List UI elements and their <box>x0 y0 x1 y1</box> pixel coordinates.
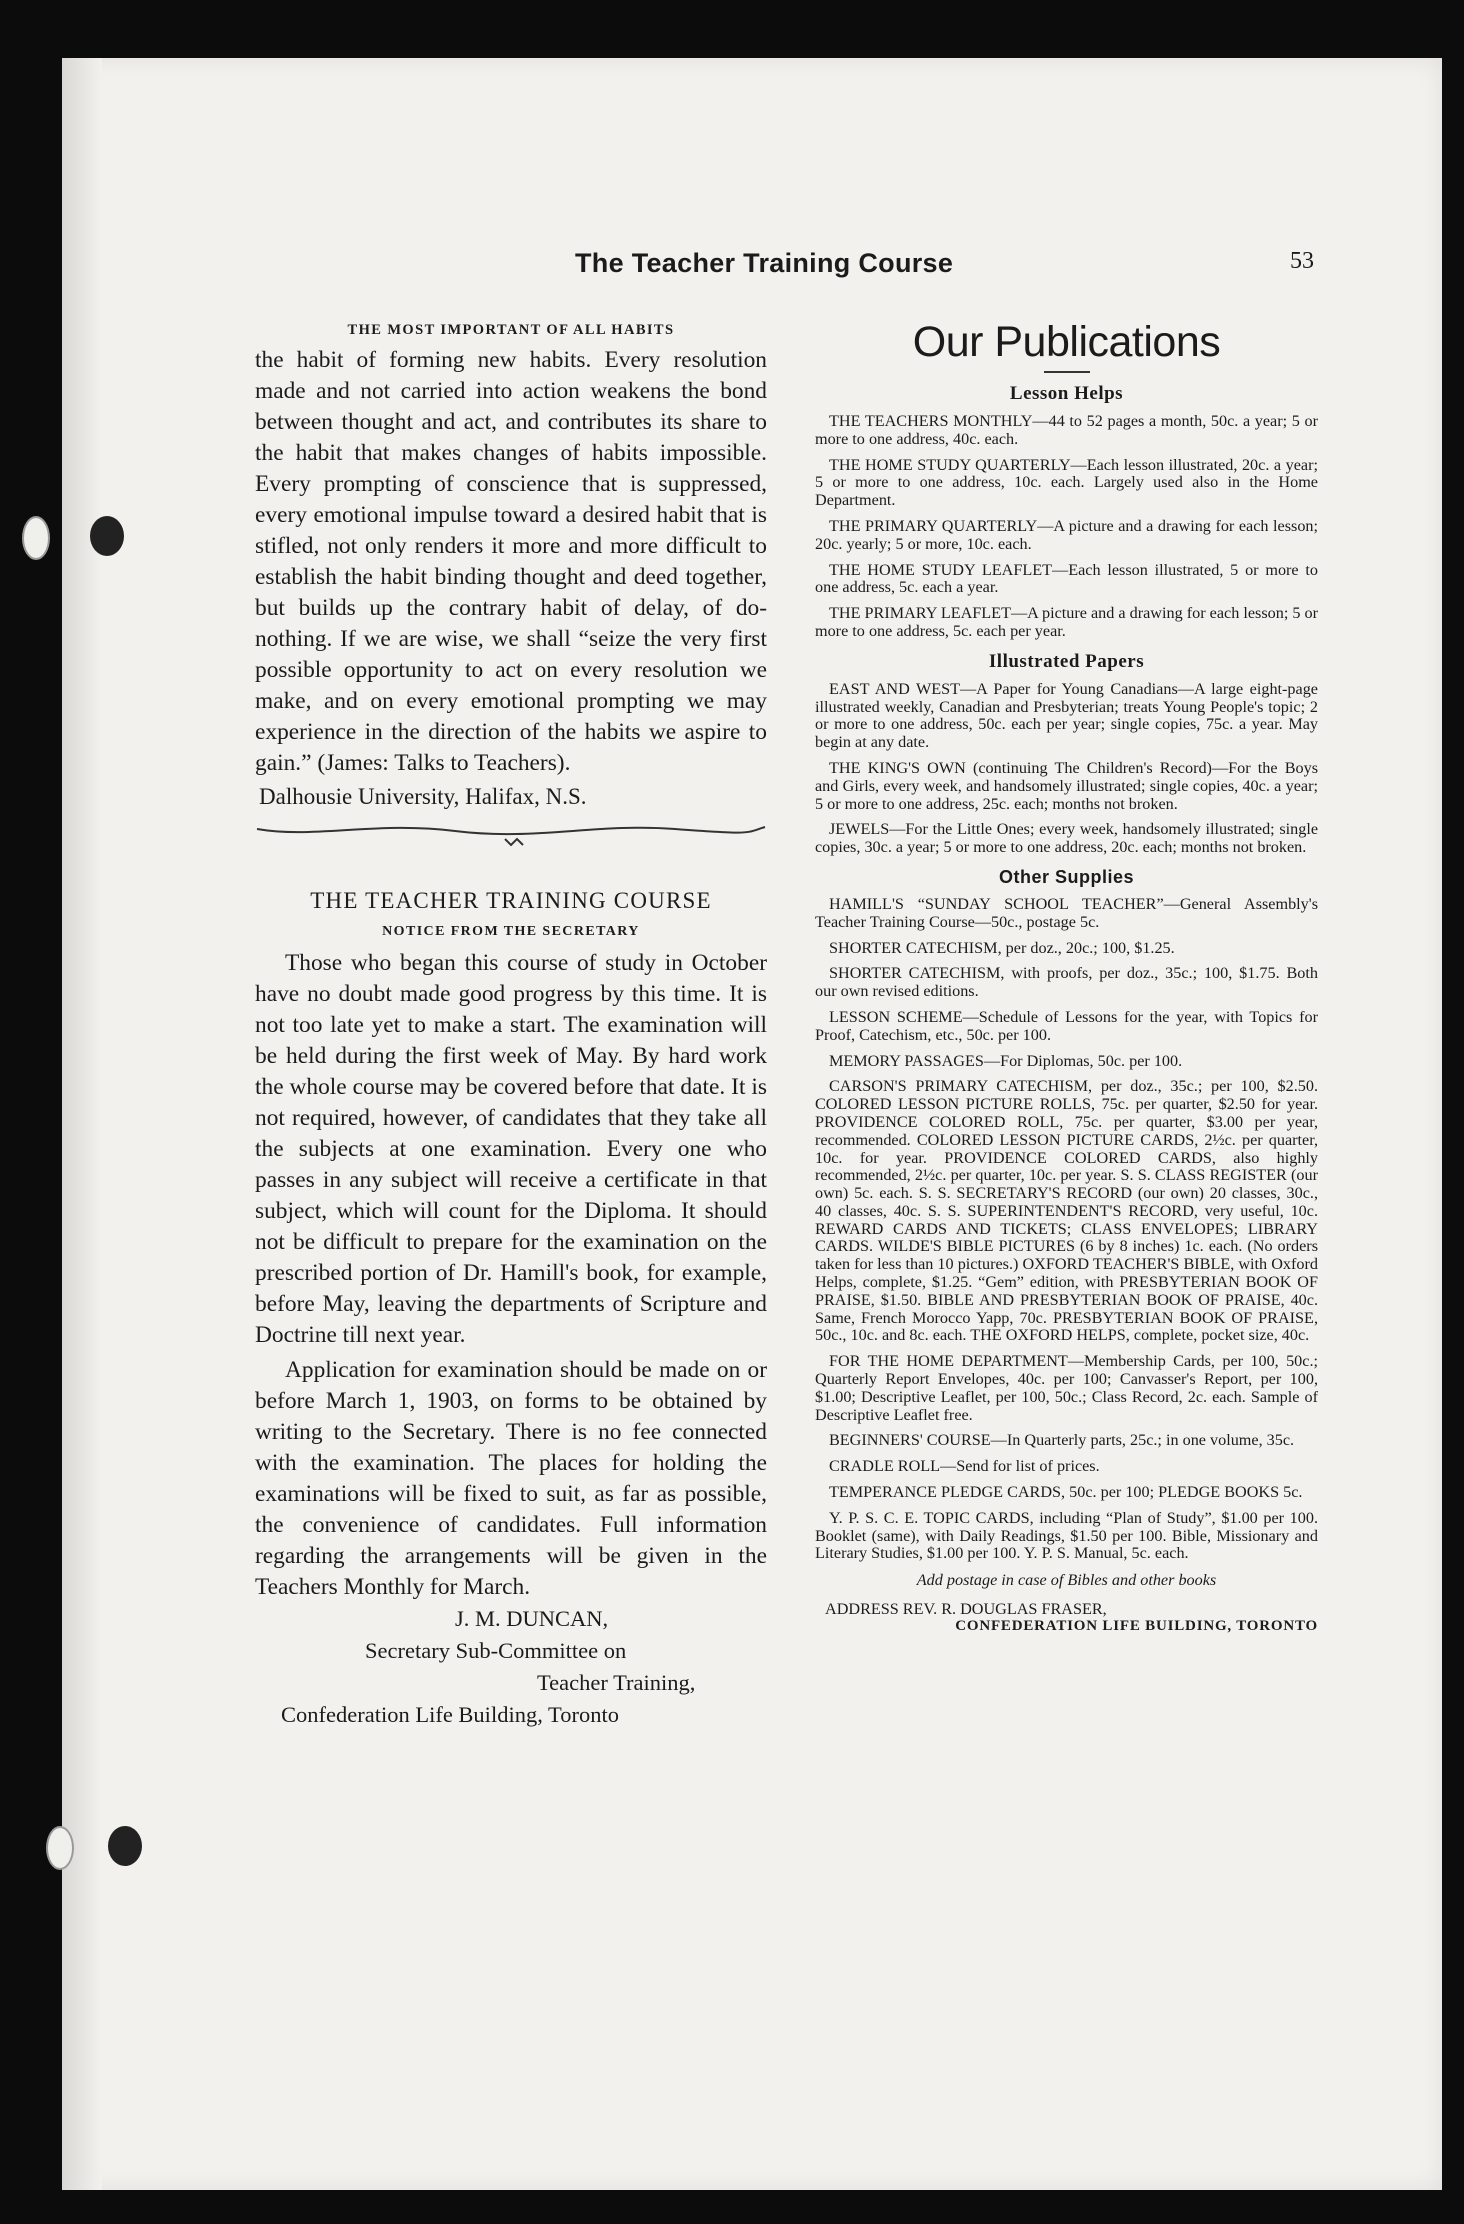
address-line-2: CONFEDERATION LIFE BUILDING, TORONTO <box>955 1618 1318 1635</box>
pub-entry: THE PRIMARY LEAFLET—A picture and a drawing for each lesson; 5 or more to one address, 5c. each per year. <box>815 604 1318 640</box>
article-body: the habit of forming new habits. Every resolution made and not carried into action weakens the bond between thought and act, and contributes its share to the habit that makes changes of habits impossible. Every prompting of conscience that is suppressed, every emotional impulse toward a desired habit that is stifled, not only renders it more and more difficult to establish the habit binding thought and deed together, but builds up the contrary habit of delay, of do-nothing. If we are wise, we shall “seize the very first possible opportunity to act on every resolution we make, and on every emotional prompting we may experience in the direction of the habits we aspire to gain.” (James: Talks to Teachers). <box>255 347 767 776</box>
binding-hole-icon <box>46 1826 74 1870</box>
pub-entry: EAST AND WEST—A Paper for Young Canadians—A large eight-page illustrated weekly, Canadian and Presbyterian; treats Young People's topic; 2 or more to one address, 50c. each per year; single copies, 75c. a year. May begin at any date. <box>815 679 1318 752</box>
pub-entry: SHORTER CATECHISM, per doz., 20c.; 100, $1.25. <box>829 938 1175 957</box>
running-title: The Teacher Training Course <box>575 248 954 278</box>
notice-paragraph-1: Those who began this course of study in October have no doubt made good progress by this time. It is not too late yet to make a start. The examination will be held during the first week of May. By hard work the whole course may be covered before that date. It is not required, however, of candidates that they take all the subjects at one examination. Every one who passes in any subject will receive a certificate in that subject, which will count for the Diploma. It should not be difficult to prepare for the examination on the prescribed portion of Dr. Hamill's book, for example, before May, leaving the departments of Scripture and Doctrine till next year. <box>255 950 767 1348</box>
notice-signature-role-2: Teacher Training, <box>537 1670 696 1695</box>
pub-entry: LESSON SCHEME—Schedule of Lessons for the year, with Topics for Proof, Catechism, etc., 50c. per 100. <box>815 1007 1318 1044</box>
pub-entry: THE PRIMARY QUARTERLY—A picture and a drawing for each lesson; 20c. yearly; 5 or more, 10c. each. <box>815 516 1318 553</box>
notice-paragraph-2: Application for examination should be made on or before March 1, 1903, on forms to be obtained by writing to the Secretary. There is no fee connected with the examination. The places for holding the examinations will be fixed to suit, as far as possible, the convenience of candidates. Full information regarding the arrangements will be given in the Teachers Monthly for March. <box>255 1357 767 1600</box>
pub-entry: JEWELS—For the Little Ones; every week, handsomely illustrated; single copies, 30c. a year; 5 or more to one address, 20c. each; months not broken. <box>815 820 1318 857</box>
publications-title: Our Publications <box>912 318 1221 366</box>
pub-entry: BEGINNERS' COURSE—In Quarterly parts, 25c.; in one volume, 35c. <box>829 1431 1295 1450</box>
pub-entry: FOR THE HOME DEPARTMENT—Membership Cards, per 100, 50c.; Quarterly Report Envelopes, 40c. per 100; Canvasser's Report, per 100, $1.00; Descriptive Leaflet, per 100, 50c.; Class Record, 2c. each. Sample of Descriptive Leaflet free. <box>815 1352 1318 1424</box>
notice-signature-name: J. M. DUNCAN, <box>455 1606 609 1631</box>
punch-hole-icon <box>108 1826 142 1866</box>
pub-entry: CRADLE ROLL—Send for list of prices. <box>829 1457 1100 1476</box>
pub-entry: THE HOME STUDY QUARTERLY—Each lesson illustrated, 20c. a year; 5 or more to one address, 10c. each. Largely used also in the Home Department. <box>815 455 1318 510</box>
pub-entry: CARSON'S PRIMARY CATECHISM, per doz., 35c.; per 100, $2.50. COLORED LESSON PICTURE ROLLS, 75c. per quarter, $2.50 for year. PROVIDENCE COLORED ROLL, 75c. per quarter, $3.00 per year, recommended. COLORED LESSON PICTURE CARDS, 2½c. per quarter, 10c. for year. PROVIDENCE COLORED CARDS, also highly recommended, 2½c. per quarter, 10c. per year. S. S. CLASS REGISTER (our own) 5c. each. S. S. SECRETARY'S RECORD (our own) 20 classes, 30c., 40 classes, 40c. S. S. SUPERINTENDENT'S RECORD, very useful, 10c. REWARD CARDS AND TICKETS; CLASS ENVELOPES; LIBRARY CARDS. WILDE'S BIBLE PICTURES (6 by 8 inches) 1c. each. (No orders taken for less than 10 pictures.) OXFORD TEACHER'S BIBLE, with Oxford Helps, complete, $1.25. “Gem” edition, with PRESBYTERIAN BOOK OF PRAISE, $1.50. BIBLE AND PRESBYTERIAN BOOK OF PRAISE, 40c. Same, French Morocco Yapp, 70c. PRESBYTERIAN BOOK OF PRAISE, 50c., 10c. and 8c. each. THE OXFORD HELPS, complete, pocket size, 40c. <box>815 1077 1318 1345</box>
right-column <box>815 318 1318 1635</box>
binding-hole-icon <box>22 516 50 560</box>
postage-note: Add postage in case of Bibles and other books <box>916 1571 1217 1590</box>
pub-entry: TEMPERANCE PLEDGE CARDS, 50c. per 100; PLEDGE BOOKS 5c. <box>829 1483 1303 1502</box>
pub-entry: THE HOME STUDY LEAFLET—Each lesson illustrated, 5 or more to one address, 5c. each a year. <box>815 560 1318 597</box>
page-spine <box>62 58 102 2190</box>
notice-signature-role-1: Secretary Sub-Committee on <box>365 1638 627 1663</box>
pub-entry: THE TEACHERS MONTHLY—44 to 52 pages a month, 50c. a year; 5 or more to one address, 40c. each. <box>815 412 1318 448</box>
address-line-1: ADDRESS REV. R. DOUGLAS FRASER, <box>825 1600 1107 1619</box>
pub-entry: HAMILL'S “SUNDAY SCHOOL TEACHER”—General Assembly's Teacher Training Course—50c., postage 5c. <box>815 894 1318 931</box>
article-heading: THE MOST IMPORTANT OF ALL HABITS <box>347 322 675 338</box>
illustrated-papers-heading: Illustrated Papers <box>988 650 1145 672</box>
pub-entry: SHORTER CATECHISM, with proofs, per doz., 35c.; 100, $1.75. Both our own revised editions. <box>815 964 1318 1001</box>
other-supplies-heading: Other Supplies <box>998 866 1135 887</box>
left-column <box>255 322 767 1731</box>
pub-entry: Y. P. S. C. E. TOPIC CARDS, including “Plan of Study”, $1.00 per 100. Booklet (same), with Daily Readings, $1.50 per 100. Bible, Missionary and Literary Studies, $1.00 per 100. Y. P. S. Manual, 5c. each. <box>815 1508 1318 1563</box>
notice-title: THE TEACHER TRAINING COURSE <box>310 888 712 913</box>
notice-signature-address: Confederation Life Building, Toronto <box>281 1702 619 1727</box>
title-rule <box>1044 371 1090 373</box>
pub-entry: THE KING'S OWN (continuing The Children's Record)—For the Boys and Girls, every week, and handsomely illustrated; single copies, 40c. a year; 5 or more to one address, 25c. each; months not broken. <box>815 758 1318 813</box>
punch-hole-icon <box>90 516 124 556</box>
lesson-helps-heading: Lesson Helps <box>1009 383 1124 404</box>
notice-subtitle: NOTICE FROM THE SECRETARY <box>382 924 640 939</box>
page-number: 53 <box>1290 248 1314 274</box>
ornament-divider-icon <box>255 815 767 849</box>
article-signature: Dalhousie University, Halifax, N.S. <box>259 784 587 809</box>
pub-entry: MEMORY PASSAGES—For Diplomas, 50c. per 100. <box>829 1051 1183 1070</box>
